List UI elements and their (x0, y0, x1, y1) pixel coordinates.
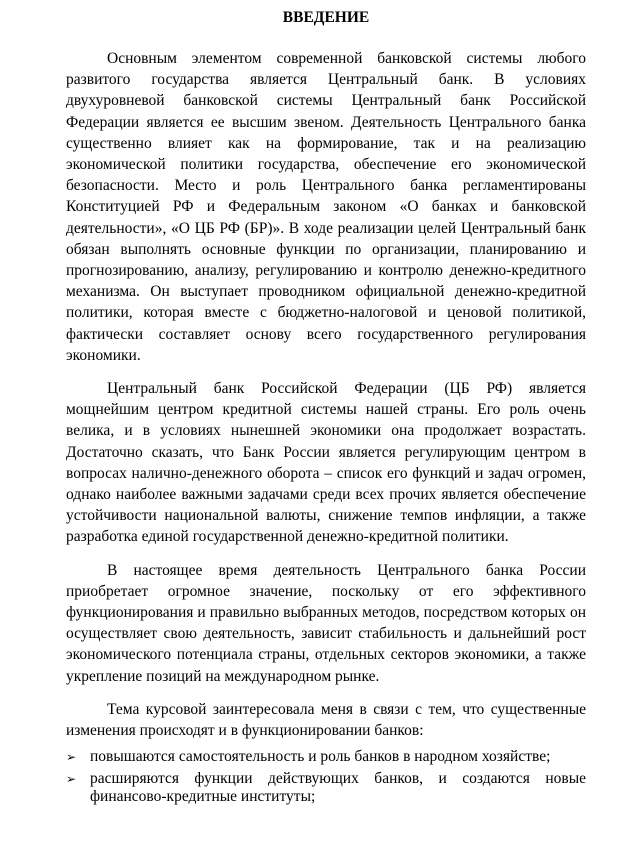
bullet-list (66, 748, 586, 807)
arrow-bullet-icon: ➢ (66, 771, 77, 786)
arrow-bullet-icon: ➢ (66, 750, 77, 765)
list-item-text: повышаются самостоятельность и роль банков в народном хозяйстве; (90, 748, 551, 766)
list-item-text: расширяются функции действующих банков, и создаются новые финансово-кредитные институты; (90, 769, 586, 806)
paragraph-current-significance: В настоящее время деятельность Центрального банка России приобретает огромное значение, поскольку от его эффективного функционирования и правильно выбранных методов, посредством которых он осуществляет свою деятельность, зависит стабильность и дальнейший рост экономического потенциала страны, отдельных секторов экономики, а также укрепление позиций на международном рынке. (66, 561, 586, 685)
list-item (66, 770, 586, 807)
paragraph-cbr-importance: Центральный банк Российской Федерации (ЦБ РФ) является мощнейшим центром кредитной системы нашей страны. Его роль очень велика, и в условиях нынешней экономики она продолжает возрастать. Достаточно сказать, что Банк России является регулирующим центром в вопросах налично-денежного оборота – список его функций и задач огромен, однако наиболее важными задачами среди всех прочих является обеспечение устойчивости национальной валюты, снижение темпов инфляции, а также разработка единой государственной денежно-кредитной политики. (66, 380, 586, 546)
paragraph-central-bank-role: Основным элементом современной банковской системы любого развитого государства является Центральный банк. В условиях двухуровневой банковской системы Центральный банк Российской Федерации является ее высшим звеном. Деятельность Центрального банка существенно влияет как на формирование, так и на реализацию экономической политики государства, обеспечение его экономической безопасности. Место и роль Центрального банка регламентированы Конституцией РФ и Федеральным законом «О банках и банковской деятельности», «О ЦБ РФ (БР)». В ходе реализации целей Центральный банк обязан выполнять основные функции по организации, планированию и прогнозированию, анализу, регулированию и контролю денежно-кредитного механизма. Он выступает проводником официальной денежно-кредитной политики, которая вместе с бюджетно-налоговой и ценовой политикой, фактически составляет основу всего государственного регулирования экономики. (66, 50, 586, 364)
paragraph-topic-interest: Тема курсовой заинтересовала меня в связи с тем, что существенные изменения происходят и в функционировании банков: (66, 700, 586, 740)
document-title: ВВЕДЕНИЕ (282, 9, 370, 26)
list-item (66, 748, 586, 767)
